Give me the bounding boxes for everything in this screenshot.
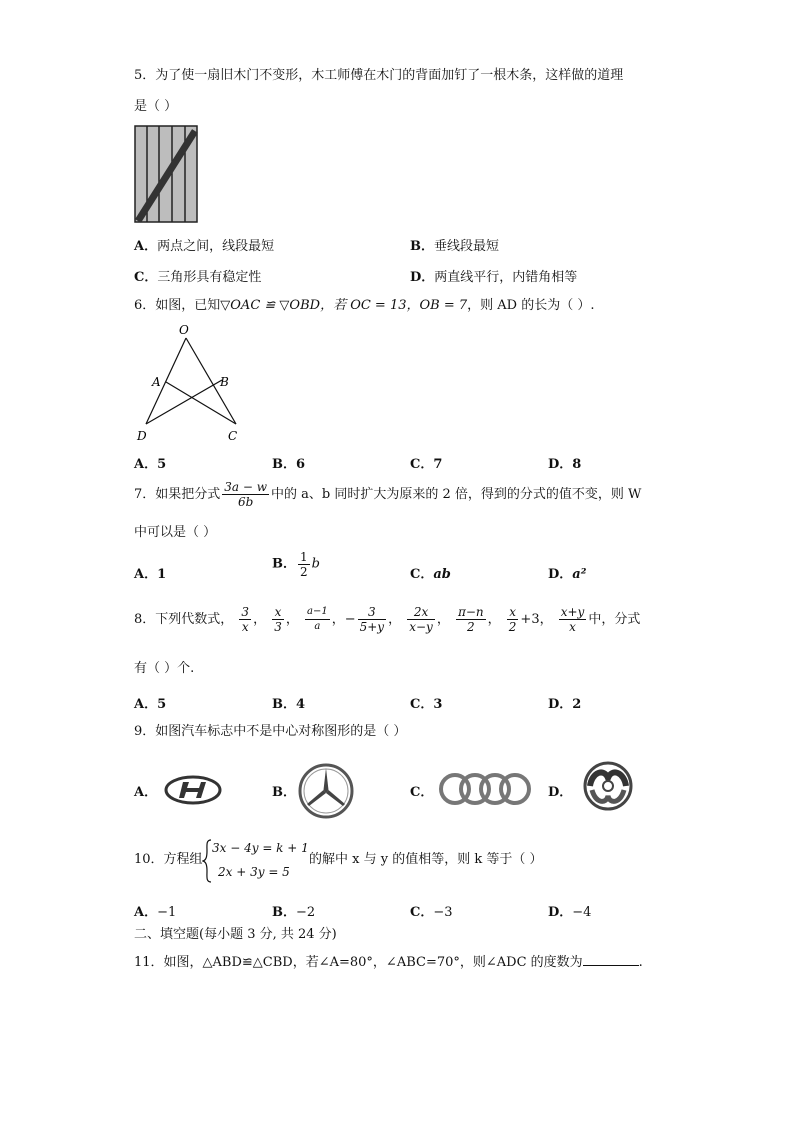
audi-logo-icon [437, 769, 535, 809]
q8-stem-line1: 8．下列代数式， $\frac{3}{x}$ ， $\frac{x}{3}$ ， $\frac{a-1}{a}$ ，− $\frac{3}{5+y}$ ， $\frac{2x}{x-y}$ ， $\frac{\pi-n}{2}$ ， $\frac{x}{2}$ +3， $\frac{x+y}{x}$ 中，分式 [134, 605, 641, 634]
q10-suffix: 的解中 x 与 y 的值相等，则 k 等于（ ） [309, 852, 543, 867]
answer-blank[interactable] [583, 953, 639, 966]
q10-option-d: D．−4 [548, 905, 592, 920]
q5-option-b: B．垂线段最短 [410, 239, 500, 254]
q10-option-a: A．−1 [134, 905, 177, 920]
expr-6: $\frac{\pi-n}{2}$ [457, 605, 484, 634]
q8-option-d: D．2 [548, 697, 582, 712]
q7-stem-line2: 中可以是（ ） [134, 525, 217, 540]
q8-option-b: B．4 [272, 697, 306, 712]
q7-option-b: B． $\frac{1}{2}$ b [272, 550, 320, 579]
wooden-door-figure [134, 125, 198, 223]
q9-stem: 9．如图汽车标志中不是中心对称图形的是（ ） [134, 724, 407, 739]
q5-option-c: C．三角形具有稳定性 [134, 270, 262, 285]
q7-stem-line1: 7．如果把分式 $\frac{3a - w}{6b}$ 中的 a、b 同时扩大为原来的 2 倍，得到的分式的值不变，则 W [134, 480, 642, 509]
triangle-figure [134, 320, 244, 444]
expr-5: $\frac{2x}{x-y}$ [409, 605, 433, 634]
expr-2: $\frac{x}{3}$ [274, 605, 282, 634]
label-a: A [152, 375, 161, 389]
equation-brace [202, 839, 212, 883]
q6-option-c: C．7 [410, 457, 443, 472]
q6-option-a: A．5 [134, 457, 167, 472]
dongfeng-logo-icon [578, 760, 638, 812]
q7-option-a: A．1 [134, 567, 167, 582]
q5-option-d: D．两直线平行，内错角相等 [410, 270, 578, 285]
label-c: C [228, 429, 238, 443]
q11-stem: 11．如图，△ABD≌△CBD，若∠A=80°，∠ABC=70°，则∠ADC 的度数为 . [134, 955, 643, 970]
q9-option-c: C． [410, 785, 434, 800]
q10-equation-1: 3x − 4y = k + 1 [212, 841, 309, 855]
q10-option-c: C．−3 [410, 905, 453, 920]
q9-option-a: A． [134, 785, 158, 800]
q10-option-b: B．−2 [272, 905, 316, 920]
section-heading: 二、填空题(每小题 3 分, 共 24 分) [134, 927, 337, 942]
q10-equation-2: 2x + 3y = 5 [218, 865, 290, 879]
expr-8: $\frac{x+y}{x}$ [560, 605, 585, 634]
q8-stem-line2: 有（ ）个. [134, 661, 195, 676]
q6-option-b: B．6 [272, 457, 306, 472]
q7-option-d: D．a² [548, 567, 587, 582]
expr-1: $\frac{3}{x}$ [241, 605, 250, 634]
expr-7: $\frac{x}{2}$ [508, 605, 517, 634]
expr-4: $\frac{3}{5+y}$ [359, 605, 385, 634]
q9-option-b: B． [272, 785, 296, 800]
q8-option-c: C．3 [410, 697, 443, 712]
q10-prefix: 10．方程组 [134, 852, 203, 867]
q7-option-c: C．ab [410, 567, 451, 582]
q6-option-d: D．8 [548, 457, 582, 472]
q6-stem: 6．如图，已知▽OAC ≌ ▽OBD，若 OC = 13，OB = 7，则 AD 的长为（ ）. [134, 298, 595, 313]
q5-stem-line2: 是（ ） [134, 99, 178, 114]
q5-stem-line1: 5．为了使一扇旧木门不变形，木工师傅在木门的背面加钉了一根木条，这样做的道理 [134, 68, 624, 83]
q9-option-d: D． [548, 785, 573, 800]
label-b: B [220, 375, 229, 389]
q7-fraction: $\frac{3a - w}{6b}$ [224, 480, 268, 509]
label-o: O [179, 323, 189, 337]
label-d: D [137, 429, 147, 443]
hyundai-logo-icon [163, 774, 223, 806]
q5-option-a: A．两点之间，线段最短 [134, 239, 275, 254]
mercedes-logo-icon [297, 762, 355, 820]
q8-option-a: A．5 [134, 697, 167, 712]
expr-3: $\frac{a-1}{a}$ [306, 606, 328, 632]
